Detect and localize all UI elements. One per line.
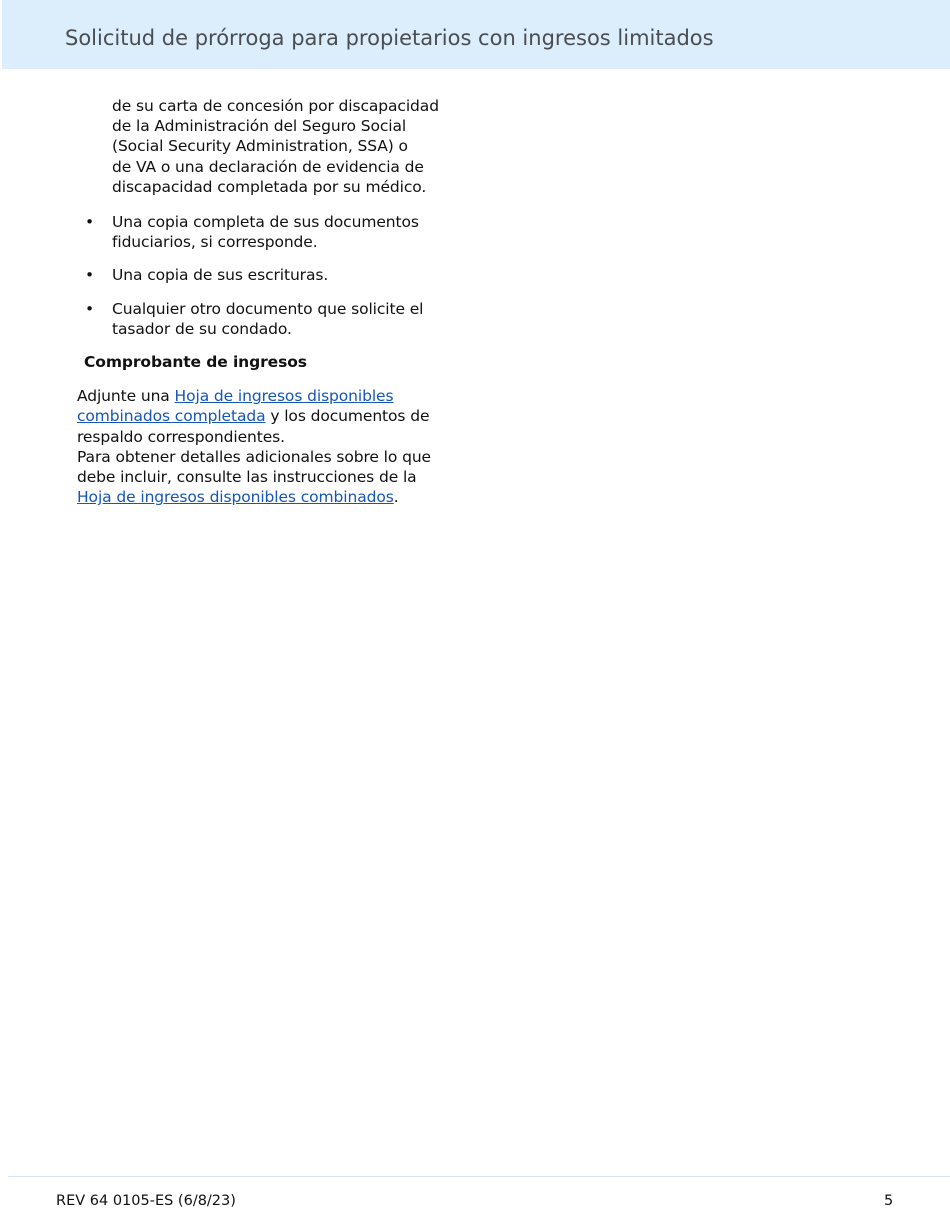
bullet-icon: • — [85, 299, 95, 318]
paragraph-text: respaldo correspondientes. — [77, 427, 285, 446]
page-title: Solicitud de prórroga para propietarios con ingresos limitados — [65, 26, 714, 50]
bullet-icon: • — [85, 213, 95, 232]
text-line: Cualquier otro documento que solicite el — [112, 299, 424, 318]
page-number: 5 — [884, 1193, 894, 1209]
form-revision-label: REV 64 0105-ES (6/8/23) — [56, 1193, 236, 1209]
page-header — [2, 0, 950, 69]
text-line: (Social Security Administration, SSA) o — [112, 137, 408, 156]
text-line: fiduciarios, si corresponde. — [112, 233, 318, 252]
bullet-icon: • — [85, 266, 95, 285]
text-line: tasador de su condado. — [112, 319, 292, 338]
income-proof-heading: Comprobante de ingresos — [84, 353, 307, 372]
text-line: de VA o una declaración de evidencia de — [112, 157, 424, 176]
text-line: de la Administración del Seguro Social — [112, 117, 407, 136]
footer-divider — [8, 1176, 950, 1177]
document-body — [77, 96, 467, 507]
continued-list-text — [112, 96, 467, 197]
text-line: Una copia completa de sus documentos — [112, 213, 419, 232]
text-line: de su carta de concesión por discapacidad — [112, 97, 439, 115]
list-item — [85, 299, 467, 339]
link-text[interactable]: Hoja de ingresos disponibles — [174, 387, 394, 406]
list-item — [85, 265, 467, 285]
paragraph-text: . — [393, 488, 399, 507]
text-line: discapacidad completada por su médico. — [112, 177, 427, 196]
paragraph-text: debe incluir, consulte las instrucciones de la — [77, 468, 417, 487]
income-proof-paragraph — [77, 386, 467, 507]
combined-income-instructions-link[interactable]: Hoja de ingresos disponibles combinados — [77, 488, 394, 507]
paragraph-text: Adjunte una — [77, 387, 175, 406]
paragraph-text: Para obtener detalles adicionales sobre lo que — [77, 447, 431, 466]
link-text[interactable]: combinados completada — [77, 407, 266, 426]
text-line: Una copia de sus escrituras. — [112, 266, 329, 285]
list-item — [85, 212, 467, 252]
paragraph-text: y los documentos de — [265, 407, 430, 426]
